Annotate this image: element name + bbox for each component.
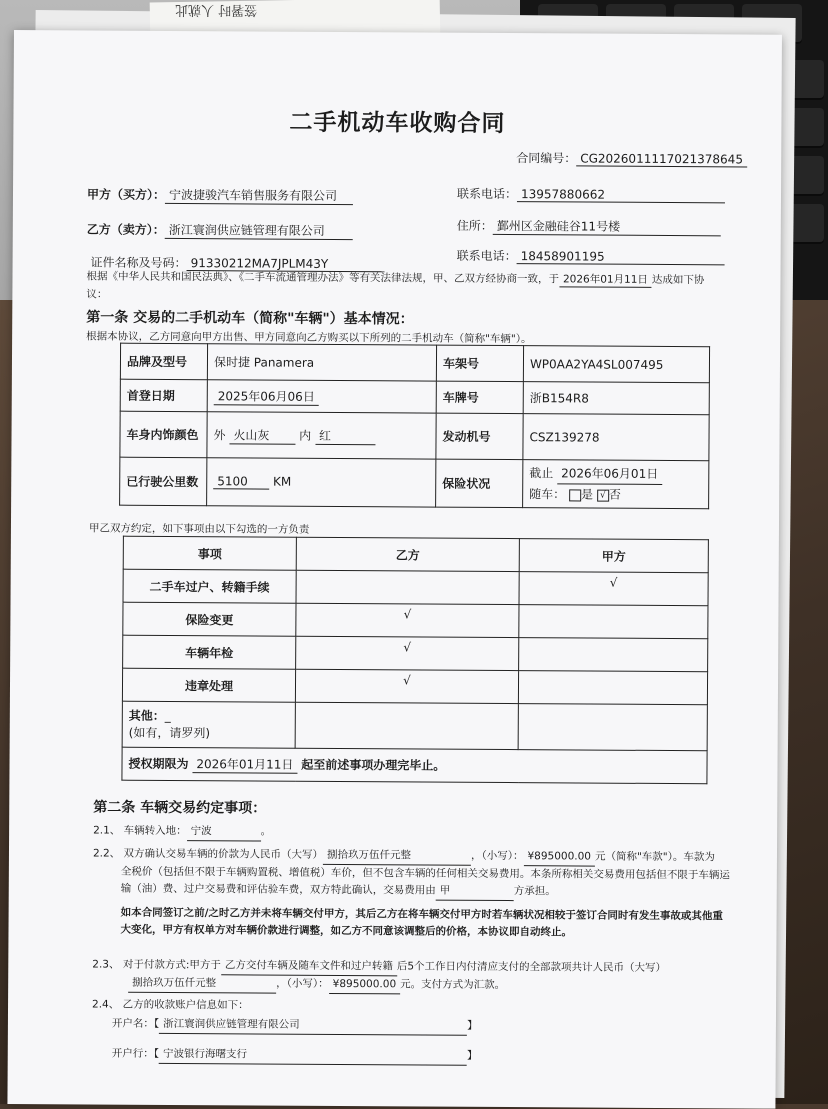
resp-other-a[interactable] xyxy=(518,704,707,751)
follow-yes-checkbox[interactable] xyxy=(569,489,581,501)
payment-chinese: 捌拾玖万伍仟元整 xyxy=(128,975,276,994)
resp-item: 二手车过户、转籍手续 xyxy=(123,569,296,603)
price-numeric: ¥895000.00 xyxy=(523,848,595,866)
resp-other-b[interactable] xyxy=(295,702,518,749)
party-b-address-row xyxy=(457,217,721,237)
mileage-unit: KM xyxy=(273,474,292,489)
resp-item: 违章处理 xyxy=(122,668,295,702)
mileage-cell xyxy=(207,458,436,507)
clause-2-1-end: 。 xyxy=(260,825,272,838)
bracket-open: 【 xyxy=(153,1017,160,1030)
resp-header-item: 事项 xyxy=(123,536,296,570)
bank-label: 开户行： xyxy=(111,1047,154,1060)
table-row xyxy=(120,457,709,509)
party-a-row xyxy=(87,185,353,205)
table-row xyxy=(120,343,709,383)
party-b-value: 浙江寰润供应链管理有限公司 xyxy=(165,221,353,240)
section-1-intro: 根据本协议，乙方同意向甲方出售、甲方同意向乙方购买以下所列的二手机动车（简称"车辆"）。 xyxy=(86,330,532,346)
clause-2-2-text3: 元（简称"车款"）。车款为 xyxy=(594,850,715,864)
payment-numeric: ¥895000.00 xyxy=(329,976,401,994)
insurance-cell xyxy=(523,460,709,509)
exterior-color: 火山灰 xyxy=(229,426,295,444)
interior-color: 红 xyxy=(315,426,375,444)
clause-2-1 xyxy=(93,822,271,841)
clause-2-2-line3a: 输（油）费、过户交易费和评估验车费，双方特此确认，交易费用由 xyxy=(120,882,436,897)
responsibility-table xyxy=(121,536,708,785)
agreement-date: 2026年01月11日 xyxy=(559,271,652,288)
party-b-phone-label: 联系电话： xyxy=(456,248,517,264)
table-row xyxy=(122,747,707,784)
resp-other-value: _ xyxy=(164,708,171,723)
cert-label: 证件名称及号码： xyxy=(90,255,187,271)
mileage-value: 5100 xyxy=(213,474,269,489)
price-chinese: 捌拾玖万伍仟元整 xyxy=(323,847,471,866)
follow-no-label: 否 xyxy=(608,487,621,502)
mileage-label: 已行驶公里数 xyxy=(120,457,207,506)
clause-number: 2.2、 xyxy=(92,847,121,860)
resp-item: 车辆年检 xyxy=(123,635,296,669)
party-b-address-label: 住所： xyxy=(456,218,493,233)
contract-number-label: 合同编号： xyxy=(516,151,577,166)
clause-2-4 xyxy=(92,996,478,1065)
clause-2-3 xyxy=(92,956,666,996)
insurance-date-row xyxy=(529,463,702,485)
bracket-open: 【 xyxy=(153,1047,160,1060)
clause-2-2-line2: 全税价（包括但不限于车辆购置税、增值税）车价，但不包含车辆的任何相关交易费用。本条所称相关交易费用包括但不限于车辆运 xyxy=(120,865,730,882)
follow-label: 随车： xyxy=(529,487,566,502)
resp-a-check[interactable]: √ xyxy=(519,572,708,606)
follow-yes-label: 是 xyxy=(580,487,594,502)
clause-2-3-text3: ，（小写）： xyxy=(276,977,329,990)
interior-prefix: 内 xyxy=(299,428,312,443)
legal-basis-suffix: 达成如下协 xyxy=(651,273,705,287)
clause-2-3-line2 xyxy=(92,974,666,996)
bank-name: 宁波银行海曙支行 xyxy=(159,1046,467,1066)
table-row xyxy=(123,602,708,639)
deadline-cell xyxy=(122,747,707,784)
resp-other-label: 其他： xyxy=(128,708,165,723)
account-holder: 浙江寰润供应链管理有限公司 xyxy=(159,1016,467,1036)
clause-2-3-text2: 后5个工作日内付清应支付的全部款项共计人民币（大写） xyxy=(396,960,667,975)
resp-header-b: 乙方 xyxy=(296,537,519,571)
party-b-phone-row xyxy=(457,247,725,266)
clause-2-3-text4: 元。支付方式为汇款。 xyxy=(400,978,506,992)
resp-a-check[interactable] xyxy=(519,638,708,672)
clause-2-2 xyxy=(92,845,733,942)
party-b-row xyxy=(87,220,353,240)
clause-2-2-bold1: 如本合同签订之前/之时乙方并未将车辆交付甲方，其后乙方在将车辆交付甲方时若车辆状况相较于签订合同时有发生事故或其他重 xyxy=(120,906,723,923)
resp-other-cell xyxy=(122,701,295,748)
back-sheet-text: 签署时 人就此 xyxy=(175,2,258,17)
contract-number xyxy=(516,149,747,167)
table-row xyxy=(123,569,708,606)
resp-item: 保险变更 xyxy=(123,602,296,636)
party-a-phone-label: 联系电话： xyxy=(456,186,518,202)
clause-2-1-label: 车辆转入地： xyxy=(123,824,187,838)
color-label: 车身内饰颜色 xyxy=(120,411,207,458)
exterior-prefix: 外 xyxy=(213,427,226,442)
fee-payer: 甲 xyxy=(436,883,514,901)
table-row xyxy=(122,701,707,751)
reg-date-value: 2025年06月06日 xyxy=(214,387,319,406)
clause-number: 2.4、 xyxy=(92,998,120,1011)
clause-2-2-text1: 双方确认交易车辆的价款为人民币（大写） xyxy=(123,847,324,861)
section-2-title: 第二条 车辆交易约定事项： xyxy=(93,799,267,817)
insurance-date: 2026年06月01日 xyxy=(557,463,662,485)
bracket-close: 】 xyxy=(467,1019,478,1032)
contract-title: 二手机动车收购合同 xyxy=(289,109,506,138)
clause-2-4-line1 xyxy=(92,996,478,1015)
legal-basis xyxy=(86,268,704,288)
insurance-prefix: 截止 xyxy=(529,466,554,481)
vin-label: 车架号 xyxy=(436,345,523,382)
bank-row xyxy=(92,1045,478,1065)
table-row xyxy=(123,635,708,672)
brand-value: 保时捷 Panamera xyxy=(207,344,436,381)
party-b-phone: 18458901195 xyxy=(517,249,725,265)
vehicle-table xyxy=(119,343,710,510)
cert-value: 91330212MA7JPLM43Y xyxy=(187,256,385,272)
engine-value: CSZ139278 xyxy=(523,414,709,461)
engine-label: 发动机号 xyxy=(436,413,523,460)
bracket-close: 】 xyxy=(466,1049,478,1062)
clause-number: 2.1、 xyxy=(93,824,121,837)
clause-2-2-bold2: 大变化，甲方有权单方对车辆价款进行调整，如乙方不同意该调整后的价格，本协议即自动终止。 xyxy=(120,923,573,939)
clause-2-4-text: 乙方的收款账户信息如下： xyxy=(122,998,249,1012)
section-1-title: 第一条 交易的二手机动车（简称"车辆"）基本情况： xyxy=(86,309,414,328)
contract-number-value: CG2026011117021378645 xyxy=(576,151,747,167)
resp-other-note: (如有，请罗列) xyxy=(128,725,211,740)
resp-b-check[interactable]: √ xyxy=(296,636,519,670)
legal-basis-continued: 议： xyxy=(86,288,108,301)
party-b-address: 鄞州区金融硅谷11号楼 xyxy=(493,217,721,236)
party-a-value: 宁波捷骏汽车销售服务有限公司 xyxy=(165,186,353,205)
resp-header-a: 甲方 xyxy=(519,539,708,573)
deadline-label: 授权期限为 xyxy=(128,756,189,772)
resp-a-check[interactable] xyxy=(518,671,707,705)
resp-b-check[interactable]: √ xyxy=(296,603,519,637)
follow-row xyxy=(529,484,702,505)
deadline-suffix: 起至前述事项办理完毕止。 xyxy=(301,757,446,773)
follow-no-checkbox[interactable]: √ xyxy=(597,489,609,501)
payment-condition: 乙方交付车辆及随车文件和过户转籍 xyxy=(221,957,397,976)
resp-intro: 甲乙双方约定，如下事项由以下勾选的一方负责 xyxy=(88,522,310,536)
table-row xyxy=(123,536,708,573)
deadline-date: 2026年01月11日 xyxy=(192,755,297,774)
party-a-phone: 13957880662 xyxy=(517,187,725,203)
plate-label: 车牌号 xyxy=(436,381,523,414)
table-row xyxy=(122,668,707,705)
table-row xyxy=(120,379,709,415)
contract-sheet xyxy=(7,30,782,1109)
clause-2-3-text1: 对于付款方式:甲方于 xyxy=(122,958,221,972)
brand-label: 品牌及型号 xyxy=(120,343,207,380)
party-a-phone-row xyxy=(457,185,725,204)
destination-value: 宁波 xyxy=(187,823,261,841)
resp-a-check[interactable] xyxy=(519,605,708,639)
party-a-label: 甲方（买方）： xyxy=(86,187,166,202)
legal-basis-text: 根据《中华人民共和国民法典》、《二手车流通管理办法》等有关法律法规，甲、乙双方经协商一致，于 xyxy=(86,270,560,286)
party-b-label: 乙方（卖方）： xyxy=(86,222,165,237)
clause-number: 2.3、 xyxy=(92,958,120,971)
color-cell xyxy=(207,412,436,459)
clause-2-2-text2: ，（小写）： xyxy=(470,849,524,863)
insurance-label: 保险状况 xyxy=(436,459,523,508)
plate-value: 浙B154R8 xyxy=(523,382,709,415)
clause-2-2-line3b: 方承担。 xyxy=(513,885,556,898)
resp-b-check[interactable]: √ xyxy=(295,669,518,703)
table-row xyxy=(120,411,709,461)
vin-value: WP0AA2YA4SL007495 xyxy=(523,346,709,383)
reg-date-cell xyxy=(207,380,436,413)
reg-date-label: 首登日期 xyxy=(120,379,207,412)
account-holder-label: 开户名： xyxy=(111,1017,154,1030)
account-holder-row xyxy=(92,1015,478,1035)
resp-b-check[interactable] xyxy=(296,570,519,604)
